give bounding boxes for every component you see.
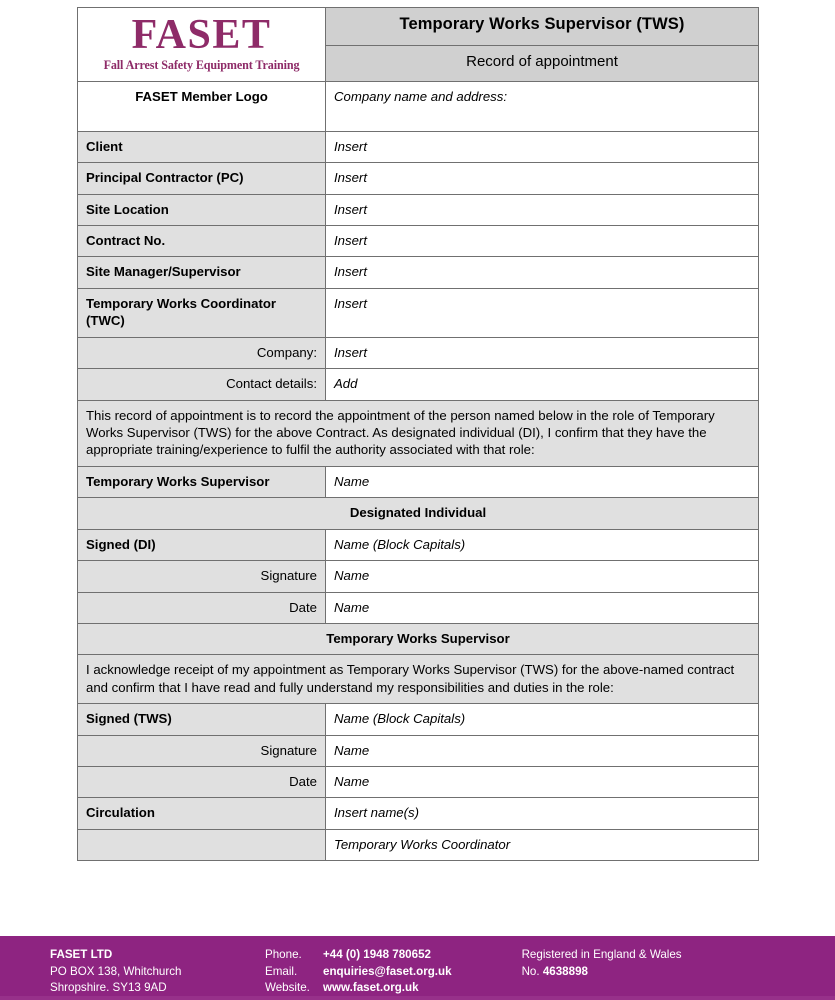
section-header-row: [78, 498, 759, 529]
document-subtitle-cell: [326, 45, 759, 81]
footer-contact-labels: [265, 947, 323, 997]
label-tws-signature: Signature: [78, 735, 326, 766]
field-temporary-works-coordinator[interactable]: Insert: [326, 288, 759, 337]
footer-address-line-2: Shropshire. SY13 9AD: [50, 981, 167, 995]
faset-logo-wordmark: FASET: [131, 12, 272, 58]
member-logo-row: [78, 81, 759, 131]
footer-registration-block: [522, 947, 682, 980]
statement-temporary-works-supervisor: I acknowledge receipt of my appointment as Temporary Works Supervisor (TWS) for the above-named contract and confirm that I have read and fully understand my responsibilities and duties in the role:: [78, 655, 759, 704]
footer-address-block: [50, 947, 265, 997]
label-circulation-empty: [78, 829, 326, 860]
label-circulation: Circulation: [78, 798, 326, 829]
table-row: [78, 257, 759, 288]
table-row: [78, 561, 759, 592]
field-circulation-names[interactable]: Insert name(s): [326, 798, 759, 829]
appointment-form-table: [77, 7, 759, 861]
table-row: [78, 163, 759, 194]
appointment-form-document: [77, 7, 758, 861]
footer-contact-values: [323, 947, 452, 997]
page-title: Temporary Works Supervisor (TWS): [399, 15, 685, 33]
footer-website-value[interactable]: www.faset.org.uk: [323, 981, 419, 995]
field-twc-company[interactable]: Insert: [326, 337, 759, 368]
footer-phone-label: Phone.: [265, 948, 302, 961]
document-title-cell: [326, 8, 759, 46]
field-contract-no[interactable]: Insert: [326, 226, 759, 257]
field-temporary-works-supervisor[interactable]: Name: [326, 466, 759, 497]
footer-email-value[interactable]: enquiries@faset.org.uk: [323, 964, 452, 978]
table-row: [78, 131, 759, 162]
faset-logo-tagline: Fall Arrest Safety Equipment Training: [103, 57, 300, 72]
tws-statement-row: [78, 655, 759, 704]
label-site-location: Site Location: [78, 194, 326, 225]
statement-designated-individual: This record of appointment is to record the appointment of the person named below in the role of Temporary Works Supervisor (TWS) for the above Contract. As designated individual (DI), I confirm that they have the appropriate training/experience to fulfil the authority associated with that role:: [78, 400, 759, 466]
footer-registered-line: Registered in England & Wales: [521, 948, 682, 961]
field-di-date[interactable]: Name: [326, 592, 759, 623]
footer-registration-number: 4638898: [542, 964, 588, 978]
field-twc-contact-details[interactable]: Add: [326, 369, 759, 400]
table-row: [78, 466, 759, 497]
footer-registration-prefix: No.: [521, 964, 543, 978]
label-signed-tws: Signed (TWS): [78, 704, 326, 735]
label-client: Client: [78, 131, 326, 162]
footer-address-line-1: PO BOX 138, Whitchurch: [50, 964, 182, 978]
table-row: [78, 735, 759, 766]
footer-registration-number-line: [522, 964, 682, 981]
company-name-address-field[interactable]: Company name and address:: [326, 81, 759, 131]
field-site-location[interactable]: Insert: [326, 194, 759, 225]
faset-member-logo-placeholder: FASET Member Logo: [78, 81, 326, 131]
field-tws-date[interactable]: Name: [326, 767, 759, 798]
label-twc-contact-details: Contact details:: [78, 369, 326, 400]
footer-email-label: Email.: [265, 964, 298, 978]
footer-phone-value: +44 (0) 1948 780652: [323, 948, 431, 961]
table-row: [78, 226, 759, 257]
field-signed-di[interactable]: Name (Block Capitals): [326, 529, 759, 560]
footer-website-label: Website.: [265, 981, 310, 995]
table-row: [78, 767, 759, 798]
table-row: [78, 592, 759, 623]
footer-company-name: FASET LTD: [50, 948, 113, 961]
table-row: [78, 369, 759, 400]
footer-contact-block: [265, 947, 452, 997]
section-temporary-works-supervisor: Temporary Works Supervisor: [78, 623, 759, 654]
label-tws-date: Date: [78, 767, 326, 798]
field-tws-signature[interactable]: Name: [326, 735, 759, 766]
section-header-row: [78, 623, 759, 654]
table-row: [78, 194, 759, 225]
label-site-manager-supervisor: Site Manager/Supervisor: [78, 257, 326, 288]
section-designated-individual: Designated Individual: [78, 498, 759, 529]
field-principal-contractor[interactable]: Insert: [326, 163, 759, 194]
label-di-date: Date: [78, 592, 326, 623]
header-row: [78, 8, 759, 46]
field-signed-tws[interactable]: Name (Block Capitals): [326, 704, 759, 735]
table-row: [78, 829, 759, 860]
table-row: [78, 704, 759, 735]
table-row: [78, 337, 759, 368]
label-twc-company: Company:: [78, 337, 326, 368]
field-client[interactable]: Insert: [326, 131, 759, 162]
label-signed-di: Signed (DI): [78, 529, 326, 560]
field-site-manager-supervisor[interactable]: Insert: [326, 257, 759, 288]
label-temporary-works-coordinator: Temporary Works Coordinator (TWC): [78, 288, 326, 337]
table-row: [78, 529, 759, 560]
label-principal-contractor: Principal Contractor (PC): [78, 163, 326, 194]
label-di-signature: Signature: [78, 561, 326, 592]
faset-logo: [78, 8, 326, 82]
label-temporary-works-supervisor: Temporary Works Supervisor: [78, 466, 326, 497]
field-circulation-twc: Temporary Works Coordinator: [326, 829, 759, 860]
page-subtitle: Record of appointment: [466, 52, 618, 70]
table-row: [78, 798, 759, 829]
page-footer: [0, 936, 835, 1000]
label-contract-no: Contract No.: [78, 226, 326, 257]
table-row: [78, 288, 759, 337]
field-di-signature[interactable]: Name: [326, 561, 759, 592]
di-statement-row: [78, 400, 759, 466]
